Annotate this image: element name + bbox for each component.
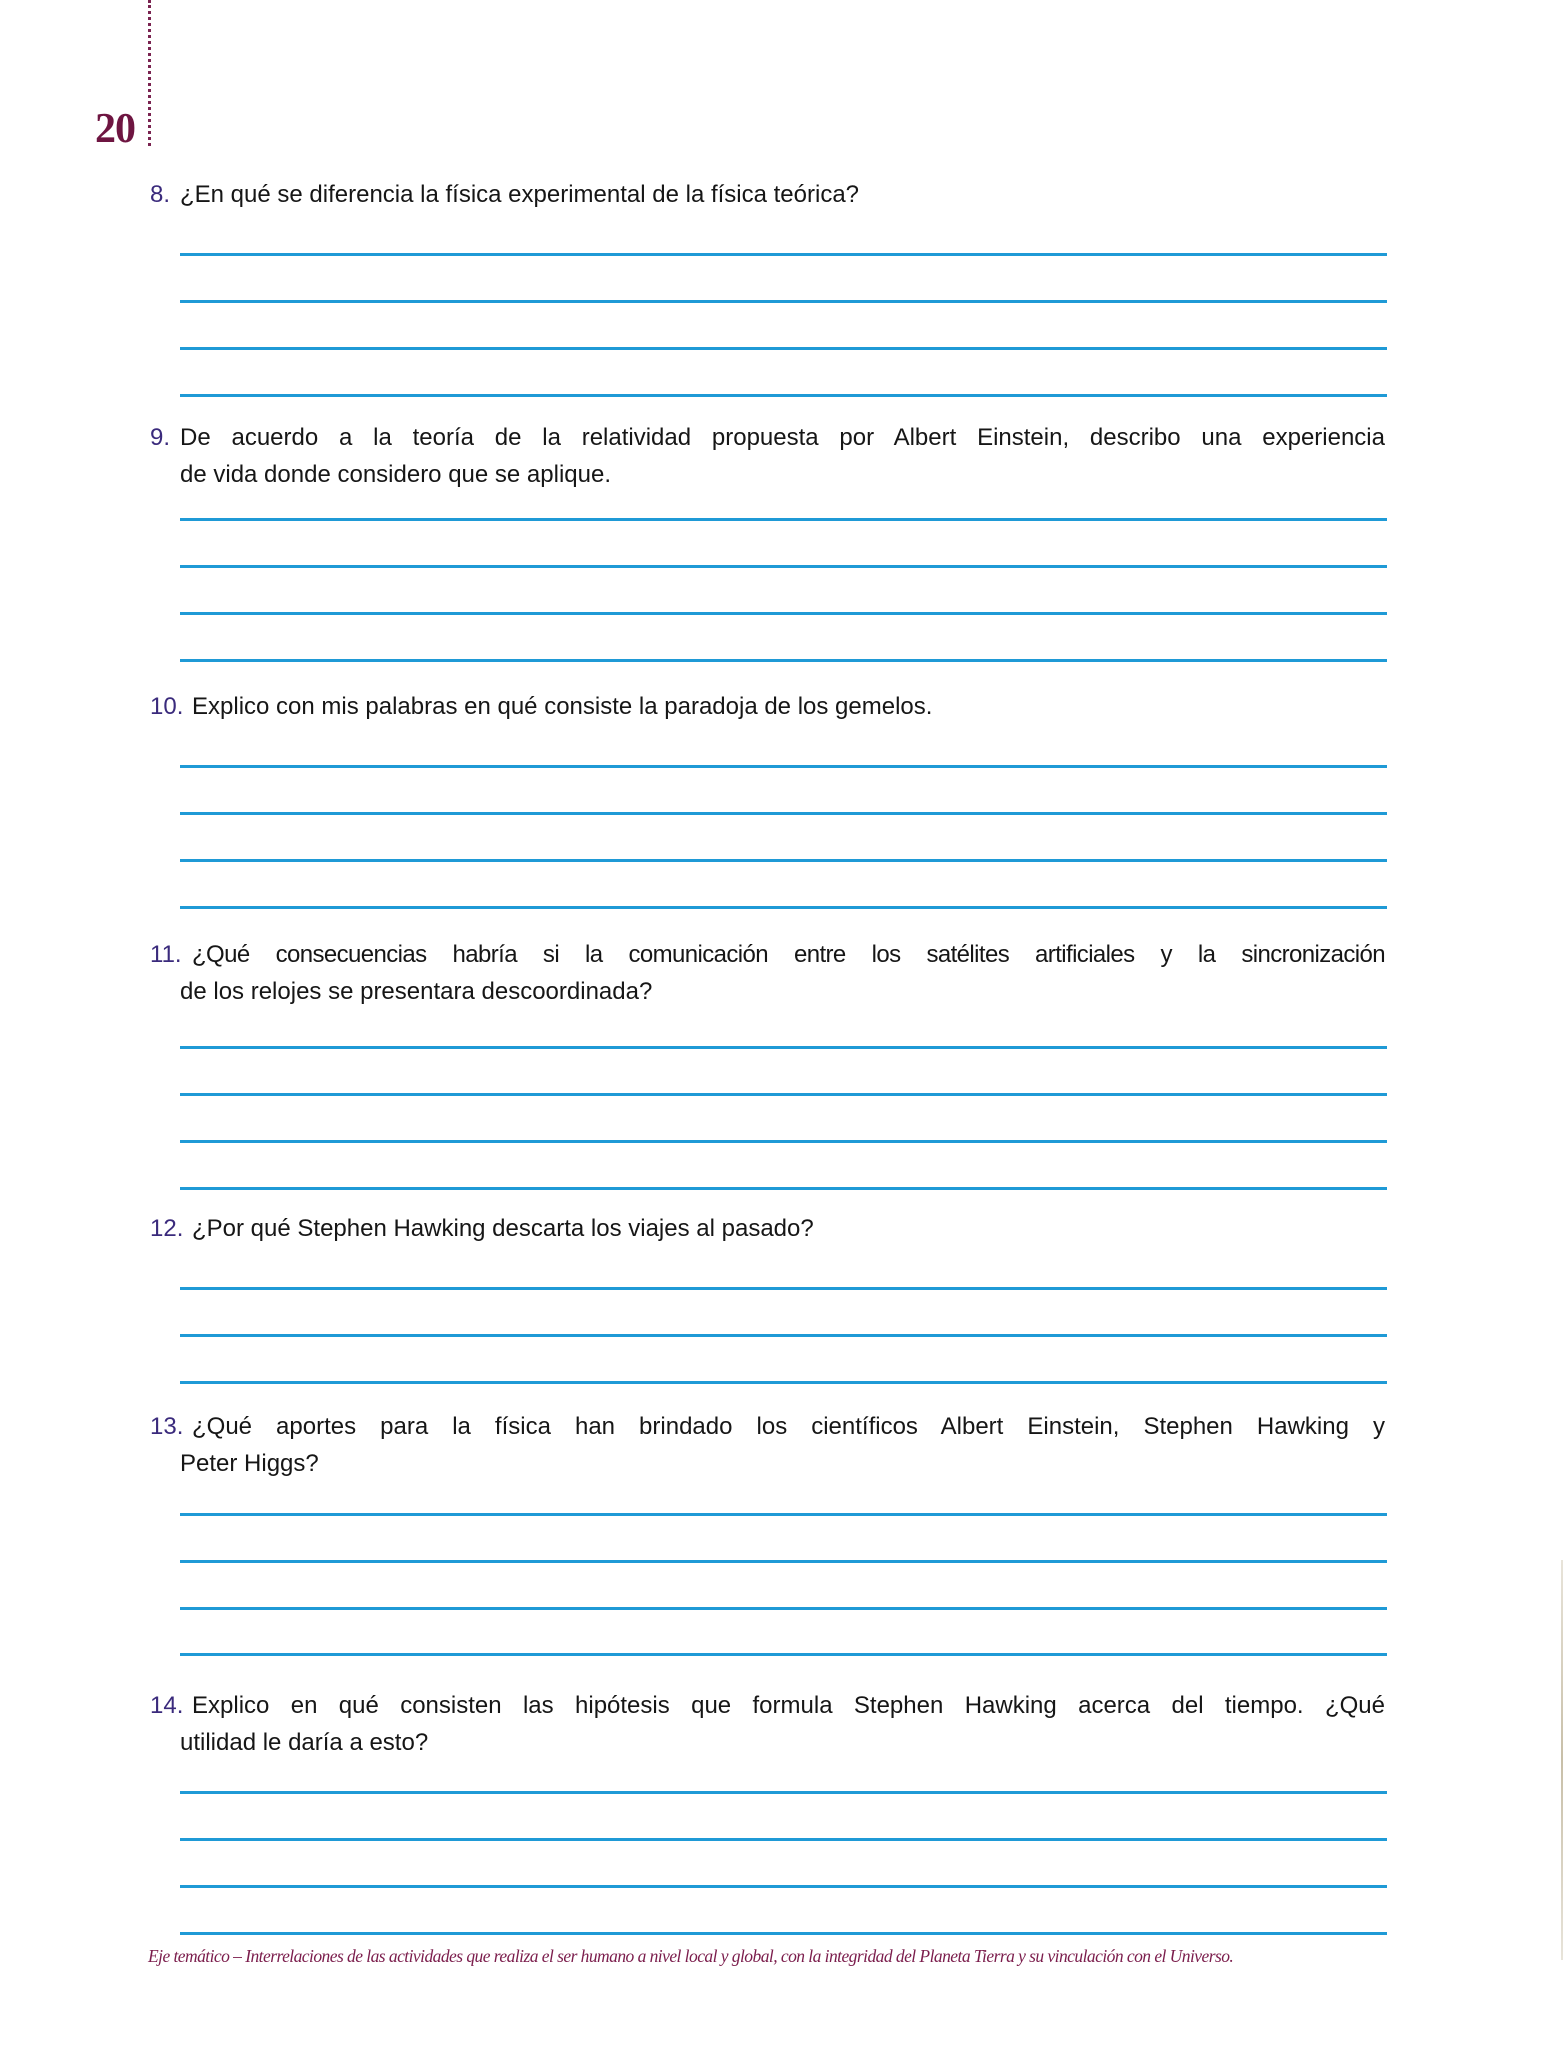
question-text-line-1: ¿Qué aportes para la física han brindado los científicos Albert Einstein, Stephen Hawking y xyxy=(192,1413,1385,1440)
answer-line[interactable] xyxy=(180,394,1387,397)
question-text-line-1: ¿Qué consecuencias habría si la comunicación entre los satélites artificiales y la sincronización xyxy=(192,941,1385,968)
answer-line[interactable] xyxy=(180,1607,1387,1610)
page-margin-dotted-rule xyxy=(148,0,151,146)
answer-line[interactable] xyxy=(180,1334,1387,1337)
answer-line[interactable] xyxy=(180,859,1387,862)
question-text-line-2: Peter Higgs? xyxy=(180,1450,319,1477)
question-text-line-1: De acuerdo a la teoría de la relatividad propuesta por Albert Einstein, describo una experiencia xyxy=(180,424,1385,451)
question-number: 14. xyxy=(150,1692,184,1719)
answer-line[interactable] xyxy=(180,1560,1387,1563)
answer-line[interactable] xyxy=(180,1093,1387,1096)
answer-line[interactable] xyxy=(180,300,1387,303)
question-number: 12. xyxy=(150,1215,184,1242)
question-number: 13. xyxy=(150,1413,184,1440)
question-number: 9. xyxy=(150,424,171,451)
answer-line[interactable] xyxy=(180,906,1387,909)
answer-line[interactable] xyxy=(180,612,1387,615)
question-number: 8. xyxy=(150,181,171,208)
answer-line[interactable] xyxy=(180,1791,1387,1794)
answer-line[interactable] xyxy=(180,1513,1387,1516)
answer-line[interactable] xyxy=(180,565,1387,568)
question-number: 10. xyxy=(150,693,184,720)
question-text: ¿En qué se diferencia la física experimental de la física teórica? xyxy=(180,181,860,208)
question-text-line-2: de los relojes se presentara descoordinada? xyxy=(180,978,653,1005)
question-text-line-2: de vida donde considero que se aplique. xyxy=(180,461,611,488)
answer-line[interactable] xyxy=(180,1046,1387,1049)
answer-line[interactable] xyxy=(180,1838,1387,1841)
answer-line[interactable] xyxy=(180,347,1387,350)
answer-line[interactable] xyxy=(180,1653,1387,1656)
answer-line[interactable] xyxy=(180,1932,1387,1935)
answer-line[interactable] xyxy=(180,1140,1387,1143)
question-text: ¿Por qué Stephen Hawking descarta los viajes al pasado? xyxy=(192,1215,814,1242)
answer-line[interactable] xyxy=(180,1885,1387,1888)
question-text: Explico con mis palabras en qué consiste la paradoja de los gemelos. xyxy=(192,693,933,720)
answer-line[interactable] xyxy=(180,518,1387,521)
answer-line[interactable] xyxy=(180,765,1387,768)
answer-line[interactable] xyxy=(180,812,1387,815)
answer-line[interactable] xyxy=(180,1287,1387,1290)
page-number: 20 xyxy=(95,106,135,152)
question-text-line-1: Explico en qué consisten las hipótesis que formula Stephen Hawking acerca del tiempo. ¿Qué xyxy=(192,1692,1385,1719)
answer-line[interactable] xyxy=(180,1187,1387,1190)
scan-edge-artifact xyxy=(1561,1560,1563,1960)
answer-line[interactable] xyxy=(180,253,1387,256)
question-number: 11. xyxy=(150,941,182,968)
answer-line[interactable] xyxy=(180,659,1387,662)
footer-thematic-axis: Eje temático – Interrelaciones de las actividades que realiza el ser humano a nivel local y global, con la integridad del Planeta Tierra y su vinculación con el Universo. xyxy=(148,1946,1234,1966)
question-text-line-2: utilidad le daría a esto? xyxy=(180,1729,429,1756)
answer-line[interactable] xyxy=(180,1381,1387,1384)
